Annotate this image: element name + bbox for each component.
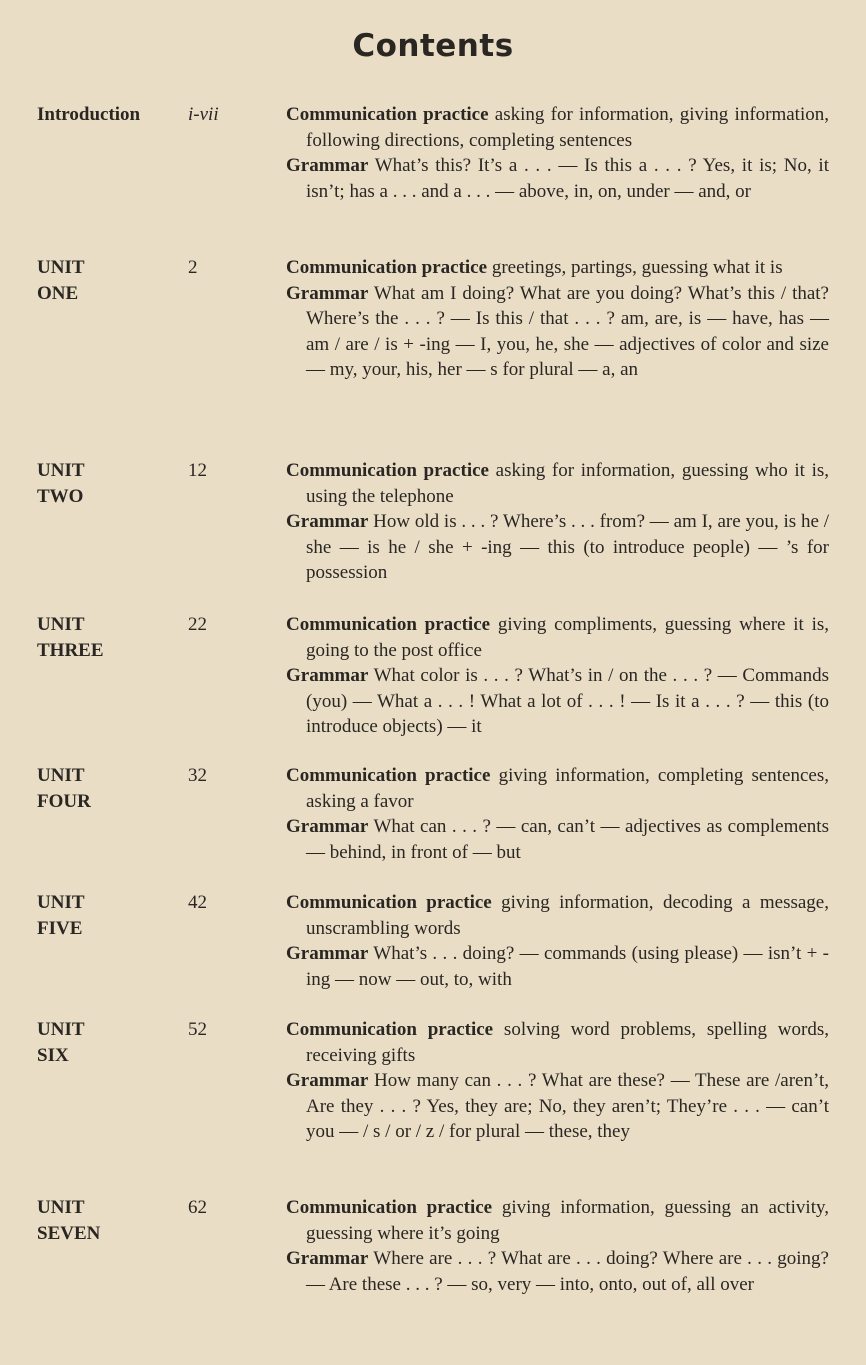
page-range: i-vii bbox=[188, 104, 219, 125]
grammar bbox=[286, 1068, 829, 1145]
practice-text: solving word problems, spelling words, receiving gifts bbox=[306, 1019, 829, 1066]
practice-label: Communication practice bbox=[286, 1019, 494, 1040]
grammar-label: Grammar bbox=[286, 155, 369, 177]
page-number: 12 bbox=[188, 460, 207, 481]
grammar-text: How old is . . . ? Where’s . . . from? — am I, are you, is he / she — is he / she + -ing — this (to introduce people) — ’s for possession bbox=[306, 511, 829, 584]
practice-text: giving information, completing sentences, asking a favor bbox=[306, 765, 830, 812]
entry-description bbox=[286, 612, 829, 740]
grammar-text: What’s . . . doing? — commands (using please) — isn’t + -ing — now — out, to, with bbox=[306, 943, 829, 990]
unit-label: UNIT THREE bbox=[37, 614, 104, 661]
practice-label: Communication practice bbox=[286, 614, 491, 635]
unit-label: UNIT FOUR bbox=[37, 765, 91, 812]
grammar-label: Grammar bbox=[286, 1070, 369, 1092]
practice-label: Communication practice bbox=[286, 892, 492, 913]
grammar-text: How many can . . . ? What are these? — These are /aren’t, Are they . . . ? Yes, they are; No, they aren’t; They’re . . . — can’t you — / s / or / z / for plural — these, they bbox=[306, 1070, 829, 1143]
practice-text: giving information, decoding a message, unscrambling words bbox=[306, 892, 829, 939]
grammar-text: What can . . . ? — can, can’t — adjectives as complements — behind, in front of — but bbox=[306, 816, 829, 863]
practice-text: asking for information, giving information, following directions, completing sentences bbox=[306, 104, 829, 151]
unit-label: UNIT SIX bbox=[37, 1019, 85, 1066]
entry-description bbox=[286, 458, 829, 586]
grammar bbox=[286, 814, 829, 865]
unit-label: UNIT ONE bbox=[37, 257, 85, 304]
grammar-label: Grammar bbox=[286, 943, 369, 965]
grammar-text: Where are . . . ? What are . . . doing? Where are . . . going? — Are these . . . ? — so, very — into, onto, out of, all over bbox=[306, 1248, 829, 1295]
grammar-text: What color is . . . ? What’s in / on the . . . ? — Commands (you) — What a . . . ! What a lot of . . . ! — Is it a . . . ? — this (to introduce objects) — it bbox=[306, 665, 829, 738]
communication-practice bbox=[286, 890, 829, 941]
communication-practice bbox=[286, 763, 829, 814]
grammar-text: What’s this? It’s a . . . — Is this a . . . ? Yes, it is; No, it isn’t; has a . . . and a . . . — above, in, on, under — and, or bbox=[306, 155, 829, 202]
page-number: 62 bbox=[188, 1197, 207, 1218]
entry-description bbox=[286, 1017, 829, 1145]
communication-practice bbox=[286, 255, 829, 281]
grammar bbox=[286, 1246, 829, 1297]
grammar bbox=[286, 281, 829, 383]
page-number: 32 bbox=[188, 765, 207, 786]
practice-label: Communication practice bbox=[286, 1197, 493, 1218]
page-title: Contents bbox=[352, 28, 514, 64]
practice-label: Communication practice bbox=[286, 257, 488, 278]
grammar-label: Grammar bbox=[286, 511, 369, 533]
practice-label: Communication practice bbox=[286, 765, 491, 786]
grammar-label: Grammar bbox=[286, 282, 369, 304]
grammar bbox=[286, 153, 829, 204]
practice-label: Communication practice bbox=[286, 460, 489, 481]
communication-practice bbox=[286, 1017, 829, 1068]
page-number: 52 bbox=[188, 1019, 207, 1040]
communication-practice bbox=[286, 102, 829, 153]
grammar-text: What am I doing? What are you doing? What’s this / that? Where’s the . . . ? — Is this / that . . . ? am, are, is — have, has — am / are / is + -ing — I, you, he, she — adjectives of color and size — my, your, his, her — s for plural — a, an bbox=[306, 282, 829, 381]
grammar-label: Grammar bbox=[286, 1248, 369, 1270]
grammar-label: Grammar bbox=[286, 816, 369, 838]
communication-practice bbox=[286, 612, 829, 663]
communication-practice bbox=[286, 1195, 829, 1246]
practice-text: greetings, partings, guessing what it is bbox=[491, 257, 783, 278]
page-number: 2 bbox=[188, 257, 198, 278]
unit-label: Introduction bbox=[37, 104, 141, 125]
practice-text: giving compliments, guessing where it is, going to the post office bbox=[306, 614, 829, 661]
grammar bbox=[286, 663, 829, 740]
entry-description bbox=[286, 763, 829, 865]
entry-description bbox=[286, 1195, 829, 1297]
entry-description bbox=[286, 255, 829, 383]
entry-description bbox=[286, 890, 829, 992]
practice-text: giving information, guessing an activity, guessing where it’s going bbox=[306, 1197, 829, 1244]
grammar-label: Grammar bbox=[286, 665, 369, 687]
unit-label: UNIT FIVE bbox=[37, 892, 85, 939]
unit-label: UNIT TWO bbox=[37, 460, 85, 507]
grammar bbox=[286, 941, 829, 992]
communication-practice bbox=[286, 458, 829, 509]
practice-label: Communication practice bbox=[286, 104, 489, 125]
page-number: 22 bbox=[188, 614, 207, 635]
grammar bbox=[286, 509, 829, 586]
entry-description bbox=[286, 102, 829, 204]
unit-label: UNIT SEVEN bbox=[37, 1197, 101, 1244]
practice-text: asking for information, guessing who it is, using the telephone bbox=[306, 460, 830, 507]
page-number: 42 bbox=[188, 892, 207, 913]
